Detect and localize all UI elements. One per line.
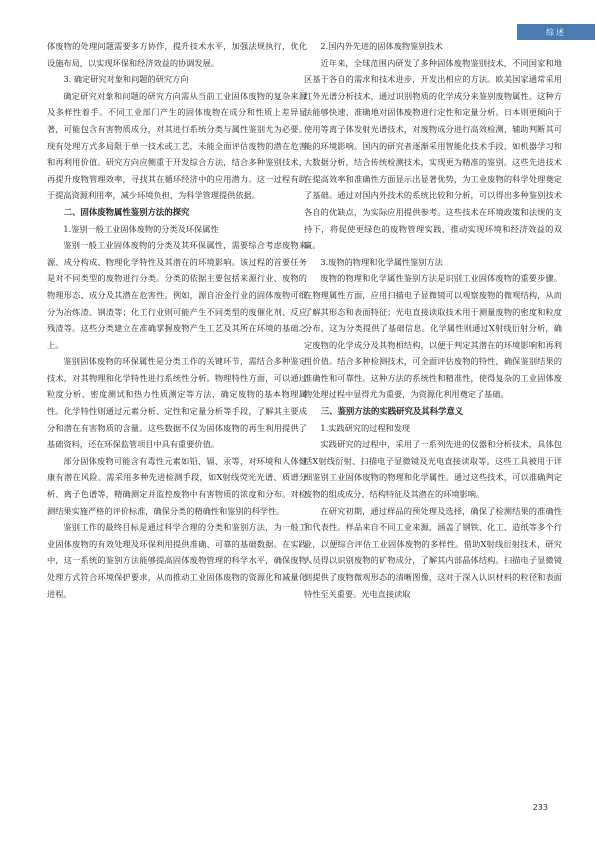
paragraph: 近年来，全球范围内研发了多种固体废物鉴别技术，不同国家和地区基于各自的需求和技术进步，开发出相应的方法。欧美国家通常采用红外光谱分析技术，通过识别物质的化学成分来鉴别废物属性。这种方法能够快速、准确地对固体废物进行定性和定量分析。日本则更倾向于使用等离子体发射光谱技术，对废物成分进行高效检测，辅助判断其可能的环境影响。国内的研究者逐渐采用智能化技术手段，如机器学习和大数据分析，结合传统检测技术，实现更为精准的鉴别。这些先进技术在提高效率和准确性方面显示出显著优势，为工业废物的科学处理奠定了基础。通过对国内外技术的系统比较和分析，可以得出多种鉴别技术各自的优缺点，为实际应用提供参考。这些技术在环境政策和法规的支持下，将促使更绿色的废物管理实践，推动实现环境和经济效益的双赢。 <box>304 57 562 251</box>
paragraph: 1.实践研究的过程和发现 <box>320 422 411 433</box>
paragraph: 1.鉴别一般工业固体废物的分类及环保属性 <box>63 223 219 234</box>
paragraph: 鉴别工作的最终目标是通过科学合理的分类和鉴别方法，为一般工业固体废物的有效处理及环保利用提供准确、可靠的基础数据。在实践中，这一系统的鉴别方法能够提高固体废物管理的科学水平，确保废物处理方式符合环境保护要求，从而推动工业固体废物的资源化和减量化进程。 <box>47 522 307 599</box>
paragraph: 2.国内外先进的固体废物鉴别技术 <box>320 41 443 51</box>
paragraph: 废物的物理和化学属性鉴别方法是识别工业固体废物的重要步骤。在物理属性方面，应用扫描电子显微镜可以观察废物的微观结构，从而了解其形态和表面特征；光电直接读取技术用于测量废物的密度和粒度分布，这为分类提供了基础信息。化学属性则通过X射线衍射分析，确定废物的化学成分及其物相结构，以便于判定其潜在的环境影响和再利用价值。结合多种检测技术，可全面评估废物的特性，确保鉴别结果的准确性和可靠性。这种方法的系统性和精准性，使得复杂的工业固体废物处理过程中显得尤为重要，为资源化利用奠定了基础。 <box>304 273 562 400</box>
paragraph: 确定研究对象和问题的研究方向需从当前工业固体废物的复杂来源及多样性着手。不同工业部门产生的固体废物在成分和性质上差异显著，可能包含有害物质成分，对其进行系统分类与属性鉴别尤为必要。现有处理方式多局限于单一技术或工艺，未能全面评估废物的潜在危害和再利用价值。研究方向应侧重于开发综合方法，结合多种鉴别技术，再提升废物管理效率，寻找其在循环经济中的应用潜力。这一过程有助于提高资源利用率，减少环境负担，为科学管理提供依据。 <box>47 90 307 201</box>
paragraph: 在研究初期，通过样品的预处理及选择，确保了检测结果的准确性和代表性。样品来自不同工业来源，涵盖了钢铁、化工、造纸等多个行业，以便综合评估工业固体废物的多样性。借助X射线衍射技术，研究人员得以识别废物的矿物成分，了解其内部晶体结构。扫描电子显微镜则提供了废物微观形态的清晰图像，这对于深入认识材料的粒径和表面特性至关重要。光电直接读取 <box>304 505 562 599</box>
page-number: 233 <box>532 803 548 812</box>
paragraph: 3. 确定研究对象和问题的研究方向 <box>63 74 189 85</box>
left-column <box>47 38 307 602</box>
paragraph: 实践研究的过程中，采用了一系列先进的仪器和分析技术，具体包括X射线衍射、扫描电子显微镜及光电直接读取等。这些工具被用于详细鉴别工业固体废物的物理和化学属性。通过这些技术，可以准确判定废物的组成成分、结构特征及其潜在的环境影响。 <box>304 439 562 500</box>
right-column <box>304 38 562 602</box>
section-badge: 综述 <box>517 24 595 40</box>
section-heading: 二、固体废物属性鉴别方法的探究 <box>63 206 190 217</box>
section-heading: 三、鉴别方法的实践研究及其科学意义 <box>320 406 464 417</box>
paragraph: 鉴别一般工业固体废物的分类及其环保属性，需要综合考虑废物来源、成分构成、物理化学特性及其潜在的环境影响。该过程的首要任务是对不同类型的废物进行分类。分类的依据主要包括来源行业、废物的物理形态、成分及其潜在危害性。例如，源自冶金行业的固体废物可细分为冶炼渣、钢渣等；化工行业则可能产生不同类型的废催化剂、反应残渣等。这些分类建立在准确掌握废物产生工艺及其所在环境的基础之上。 <box>47 240 307 350</box>
paragraph: 3.废物的物理和化学属性鉴别方法 <box>320 256 443 267</box>
paragraph: 鉴别固体废物的环保属性是分类工作的关键环节，需结合多种鉴定技术，对其物理和化学特性进行系统性分析。物理特性方面，可以通过粒度分析、密度测试和热力性质测定等方法，确定废物的基本物理属性。化学特性则通过元素分析、定性和定量分析等手段，了解其主要成分和潜在有害物质的含量。这些数据不仅为固体废物的再生利用提供了基础资料，还在环保监管项目中具有重要价值。 <box>47 356 307 450</box>
paragraph: 体废物的处理问题需要多方协作，提升技术水平，加强法规执行，优化设施布局，以实现环保和经济效益的协调发展。 <box>47 41 307 68</box>
paragraph: 部分固体废物可能含有毒性元素如铅、镉、汞等，对环境和人体健康有潜在风险。需采用多种先进检测手段，如X射线荧光光谱、质谱分析、离子色谱等，精确测定并监控废物中有害物质的浓度和分布。对检测结果实施严格的评价标准，确保分类的精确性和鉴别的科学性。 <box>47 455 307 516</box>
